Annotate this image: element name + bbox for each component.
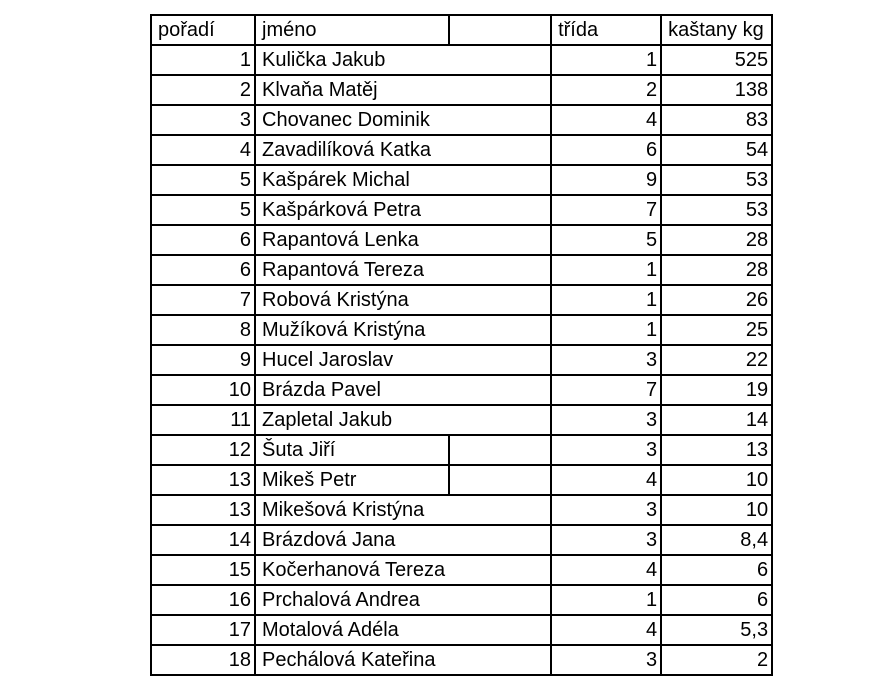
class-cell: 3: [551, 405, 661, 435]
rank-cell: 10: [151, 375, 255, 405]
rank-cell: 13: [151, 465, 255, 495]
rank-cell: 18: [151, 645, 255, 675]
kg-cell: 138: [661, 75, 772, 105]
rank-cell: 4: [151, 135, 255, 165]
rank-cell: 9: [151, 345, 255, 375]
rank-cell: 5: [151, 165, 255, 195]
class-cell: 7: [551, 375, 661, 405]
kg-cell: 525: [661, 45, 772, 75]
class-cell: 6: [551, 135, 661, 165]
rank-cell: 16: [151, 585, 255, 615]
name-overflow-cell: [449, 615, 551, 645]
class-cell: 1: [551, 255, 661, 285]
class-cell: 1: [551, 585, 661, 615]
rank-cell: 14: [151, 525, 255, 555]
rank-cell: 5: [151, 195, 255, 225]
name-overflow-cell: [449, 435, 551, 465]
name-overflow-cell: [449, 465, 551, 495]
rank-cell: 6: [151, 255, 255, 285]
name-overflow-cell: [449, 645, 551, 675]
name-cell: Rapantová Tereza: [255, 255, 449, 285]
name-cell: Brázdová Jana: [255, 525, 449, 555]
class-cell: 2: [551, 75, 661, 105]
header-cell-poradi: pořadí: [151, 15, 255, 45]
table-row: [151, 45, 772, 75]
table-row: [151, 405, 772, 435]
kg-cell: 13: [661, 435, 772, 465]
table-row: [151, 435, 772, 465]
table-row: [151, 525, 772, 555]
name-cell: Šuta Jiří: [255, 435, 449, 465]
name-overflow-cell: [449, 195, 551, 225]
name-overflow-cell: [449, 375, 551, 405]
rank-cell: 7: [151, 285, 255, 315]
name-overflow-cell: [449, 585, 551, 615]
kg-cell: 28: [661, 255, 772, 285]
table-row: [151, 255, 772, 285]
name-cell: Chovanec Dominik: [255, 105, 449, 135]
name-overflow-cell: [449, 75, 551, 105]
name-cell: Brázda Pavel: [255, 375, 449, 405]
kg-cell: 22: [661, 345, 772, 375]
kg-cell: 54: [661, 135, 772, 165]
kg-cell: 83: [661, 105, 772, 135]
name-cell: Pechálová Kateřina: [255, 645, 449, 675]
class-cell: 1: [551, 285, 661, 315]
class-cell: 5: [551, 225, 661, 255]
table-row: [151, 315, 772, 345]
name-overflow-cell: [449, 105, 551, 135]
kg-cell: 10: [661, 465, 772, 495]
rank-cell: 12: [151, 435, 255, 465]
name-cell: Kašpárková Petra: [255, 195, 449, 225]
name-overflow-cell: [449, 165, 551, 195]
rank-cell: 6: [151, 225, 255, 255]
rank-cell: 13: [151, 495, 255, 525]
kg-cell: 26: [661, 285, 772, 315]
table-row: [151, 495, 772, 525]
class-cell: 9: [551, 165, 661, 195]
name-cell: Kulička Jakub: [255, 45, 449, 75]
name-cell: Prchalová Andrea: [255, 585, 449, 615]
class-cell: 7: [551, 195, 661, 225]
kg-cell: 2: [661, 645, 772, 675]
name-cell: Robová Kristýna: [255, 285, 449, 315]
name-overflow-cell: [449, 495, 551, 525]
table-row: [151, 285, 772, 315]
name-cell: Hucel Jaroslav: [255, 345, 449, 375]
table-row: [151, 585, 772, 615]
name-cell: Kočerhanová Tereza: [255, 555, 449, 585]
header-cell-trida: třída: [551, 15, 661, 45]
rank-cell: 8: [151, 315, 255, 345]
class-cell: 3: [551, 435, 661, 465]
table-row: [151, 195, 772, 225]
name-overflow-cell: [449, 405, 551, 435]
rank-cell: 15: [151, 555, 255, 585]
table-row: [151, 105, 772, 135]
name-overflow-cell: [449, 525, 551, 555]
class-cell: 3: [551, 345, 661, 375]
table-row: [151, 555, 772, 585]
kg-cell: 6: [661, 585, 772, 615]
chestnut-results-table: [150, 14, 773, 676]
name-cell: Kašpárek Michal: [255, 165, 449, 195]
rank-cell: 11: [151, 405, 255, 435]
name-overflow-cell: [449, 315, 551, 345]
header-cell-empty: [449, 15, 551, 45]
class-cell: 3: [551, 645, 661, 675]
rank-cell: 3: [151, 105, 255, 135]
name-overflow-cell: [449, 555, 551, 585]
name-overflow-cell: [449, 255, 551, 285]
table-row: [151, 345, 772, 375]
table-row: [151, 165, 772, 195]
table-row: [151, 225, 772, 255]
name-cell: Mikeš Petr: [255, 465, 449, 495]
rank-cell: 17: [151, 615, 255, 645]
kg-cell: 14: [661, 405, 772, 435]
name-overflow-cell: [449, 285, 551, 315]
kg-cell: 53: [661, 195, 772, 225]
header-row: [151, 15, 772, 45]
class-cell: 4: [551, 615, 661, 645]
rank-cell: 2: [151, 75, 255, 105]
table-row: [151, 135, 772, 165]
kg-cell: 6: [661, 555, 772, 585]
class-cell: 3: [551, 495, 661, 525]
rank-cell: 1: [151, 45, 255, 75]
table-row: [151, 645, 772, 675]
name-cell: Mikešová Kristýna: [255, 495, 449, 525]
table-row: [151, 615, 772, 645]
name-cell: Klvaňa Matěj: [255, 75, 449, 105]
kg-cell: 5,3: [661, 615, 772, 645]
kg-cell: 28: [661, 225, 772, 255]
name-overflow-cell: [449, 45, 551, 75]
kg-cell: 25: [661, 315, 772, 345]
name-cell: Mužíková Kristýna: [255, 315, 449, 345]
class-cell: 3: [551, 525, 661, 555]
name-overflow-cell: [449, 345, 551, 375]
name-overflow-cell: [449, 135, 551, 165]
class-cell: 1: [551, 315, 661, 345]
name-overflow-cell: [449, 225, 551, 255]
kg-cell: 10: [661, 495, 772, 525]
class-cell: 4: [551, 555, 661, 585]
name-cell: Zavadilíková Katka: [255, 135, 449, 165]
header-cell-jmeno: jméno: [255, 15, 449, 45]
name-cell: Zapletal Jakub: [255, 405, 449, 435]
class-cell: 4: [551, 465, 661, 495]
kg-cell: 8,4: [661, 525, 772, 555]
kg-cell: 53: [661, 165, 772, 195]
table-row: [151, 465, 772, 495]
kg-cell: 19: [661, 375, 772, 405]
table-row: [151, 375, 772, 405]
name-cell: Rapantová Lenka: [255, 225, 449, 255]
table-row: [151, 75, 772, 105]
header-cell-kastany: kaštany kg: [661, 15, 772, 45]
class-cell: 1: [551, 45, 661, 75]
class-cell: 4: [551, 105, 661, 135]
name-cell: Motalová Adéla: [255, 615, 449, 645]
